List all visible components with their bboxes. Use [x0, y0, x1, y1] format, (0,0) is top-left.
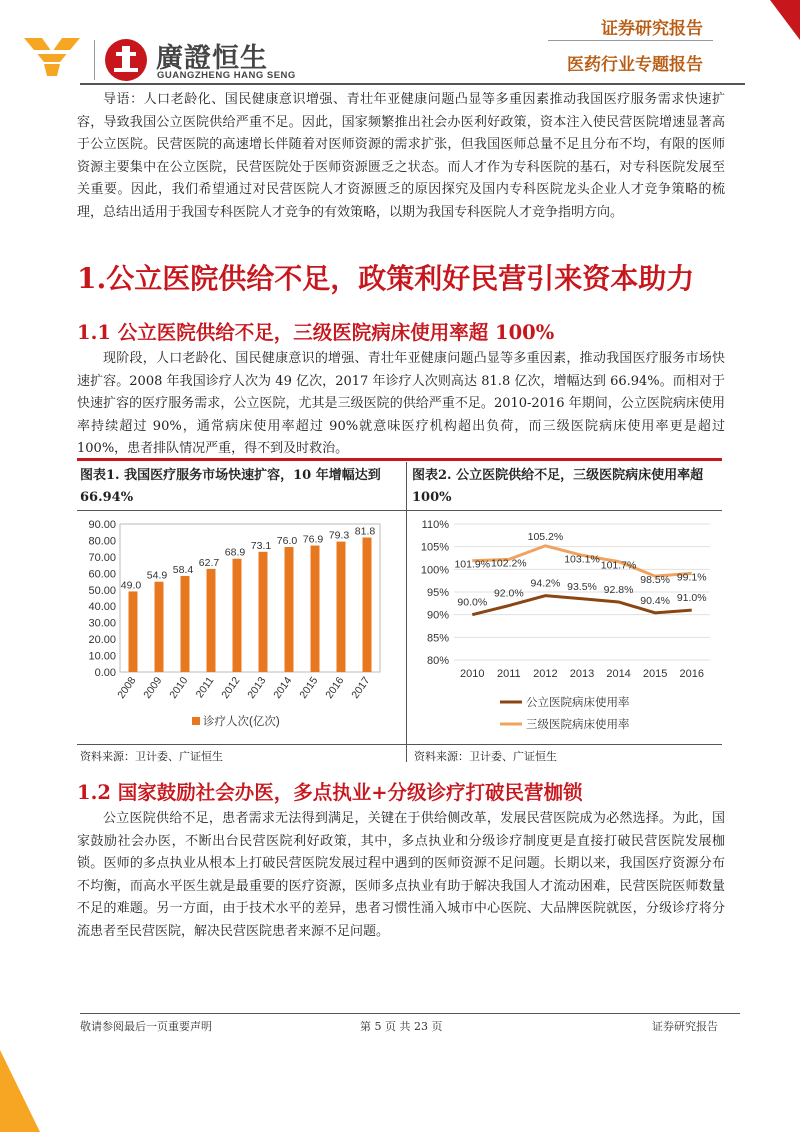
x-tick-label: 2016 [323, 674, 347, 701]
y-tick-label: 50.00 [88, 584, 116, 597]
footer-disclaimer: 敬请参阅最后一页重要声明 [80, 1020, 212, 1033]
figure-bottom-rule [77, 744, 722, 745]
x-tick-label: 2011 [497, 668, 521, 680]
body-paragraph: 现阶段，人口老龄化、国民健康意识的增强、青壮年亚健康问题凸显等多重因素，推动我国医疗服务市场快速扩容。2008 年我国诊疗人次为 49 亿次，2017 年诊疗人次则高达 81.8 亿次，增幅达到 66.94%。而相对于快速扩容的医疗服务需求，公立医院，尤其是三级医院的供给严重不足。2010-2016 年期间，公立医院病床使用率持续超过 90%，通常病床使用率超过 90%就意味医疗机构超出负荷，而三级医院病床使用率更是超过 100%，患者排队情况严重，得不到及时救治。 [77, 351, 725, 456]
figure-column-divider [406, 462, 407, 762]
corner-decoration [770, 0, 800, 40]
legend-label: 诊疗人次(亿次) [203, 716, 280, 728]
bar-value-label: 76.0 [276, 535, 298, 548]
figure-caption: 图表1. 我国医疗服务市场快速扩容，10 年增幅达到 66.94% [80, 468, 381, 505]
y-tick-label: 80.00 [88, 535, 116, 548]
bar [259, 552, 268, 672]
x-tick-label: 2012 [533, 668, 558, 680]
section-heading: 1.公立医院供给不足，政策利好民营引来资本助力 [77, 262, 695, 295]
body-paragraph: 公立医院供给不足，患者需求无法得到满足，关键在于供给侧改革，发展民营医院成为必然选择。为此，国家鼓励社会办医，不断出台民营医院利好政策，其中，多点执业和分级诊疗制度更是直接打破民营医院发展枷锁。医师的多点执业从根本上打破民营医院发展过程中遇到的医师资源不足问题。长期以来，我国医疗资源分布不均衡，而高水平医生就是最重要的医疗资源，医师多点执业有助于解决我国人才流动困难，民营医院医师数量不足的难题。另一方面，由于技术水平的差异，患者习惯性涌入城市中心医院、大品牌医院就医，分级诊疗将分流患者至民营医院，解决民营医院患者来源不足问题。 [77, 811, 725, 939]
y-tick-label: 85% [426, 632, 449, 645]
data-label: 98.5% [640, 574, 671, 587]
legend-label: 公立医院病床使用率 [526, 697, 630, 709]
y-tick-label: 80% [426, 655, 449, 667]
intro-paragraph: 导语：人口老龄化、国民健康意识增强、青壮年亚健康问题凸显等多重因素推动我国医疗服务需求快速扩容，导致我国公立医院供给严重不足。因此，国家频繁推出社会办医利好政策，资本注入使民营医院增速显著高于公立医院。民营医院的高速增长伴随着对医师资源的需求扩张，但我国医师总量不足且分布不均，有限的医师资源主要集中在公立医院，民营医院处于医师资源匮乏之状态。而人才作为专科医院的基石，对专科医院发展至关重要。因此，我们希望通过对民营医院人才资源匮乏的原因探究及国内专科医院龙头企业人才竞争策略的梳理，总结出适用于我国专科医院人才竞争的有效策略，以期为我国专科医院人才竞争指明方向。 [77, 92, 725, 220]
bar [233, 559, 242, 672]
data-label: 94.2% [530, 577, 561, 590]
x-tick-label: 2009 [141, 674, 165, 701]
bar [155, 582, 164, 672]
line-chart [410, 512, 722, 744]
bar [129, 591, 138, 672]
data-label: 103.1% [564, 553, 600, 566]
data-label: 91.0% [676, 592, 707, 605]
x-tick-label: 2016 [679, 668, 704, 680]
logo-english: GUANGZHENG HANG SENG [157, 70, 296, 81]
header-rule [80, 83, 745, 85]
report-type: 证券研究报告 [601, 19, 703, 39]
data-label: 90.4% [640, 594, 671, 607]
data-label: 101.9% [454, 558, 491, 571]
bar-value-label: 73.1 [250, 539, 272, 552]
x-tick-label: 2012 [219, 674, 243, 701]
bar-value-label: 76.9 [302, 533, 324, 546]
x-tick-label: 2013 [245, 674, 269, 701]
bar-value-label: 81.8 [354, 525, 376, 538]
figure-caption-rule [77, 510, 722, 511]
data-label: 93.5% [567, 580, 597, 593]
bar [181, 576, 190, 672]
x-tick-label: 2017 [349, 674, 373, 701]
x-tick-label: 2008 [115, 674, 139, 701]
legend-label: 三级医院病床使用率 [526, 719, 630, 731]
y-tick-label: 40.00 [88, 601, 116, 614]
corner-decoration [0, 1050, 40, 1132]
x-tick-label: 2010 [460, 668, 485, 680]
y-tick-label: 90.00 [88, 519, 116, 531]
bar [363, 537, 372, 672]
bar-value-label: 68.9 [224, 546, 246, 559]
header-divider [548, 40, 713, 41]
logo-seal-icon [104, 38, 148, 82]
y-tick-label: 100% [420, 564, 449, 577]
footer-label: 证券研究报告 [652, 1020, 718, 1033]
data-label: 99.1% [676, 571, 707, 584]
bar-value-label: 79.3 [328, 529, 350, 542]
subsection-heading: 1.2 国家鼓励社会办医，多点执业+分级诊疗打破民营枷锁 [77, 781, 583, 804]
bar [285, 547, 294, 672]
figure-top-rule [77, 458, 722, 461]
subsection-heading: 1.1 公立医院供给不足，三级医院病床使用率超 100% [77, 321, 555, 344]
figure-source: 资料来源：卫计委、广证恒生 [414, 750, 557, 763]
bar-chart [80, 512, 402, 744]
data-label: 105.2% [527, 530, 564, 543]
y-tick-label: 30.00 [88, 617, 116, 630]
report-subtype: 医药行业专题报告 [567, 55, 703, 75]
y-tick-label: 0.00 [94, 667, 116, 679]
x-tick-label: 2015 [297, 674, 321, 701]
bar-value-label: 62.7 [198, 556, 220, 569]
page-number: 第 5 页 共 23 页 [360, 1020, 443, 1033]
legend-swatch [192, 717, 200, 725]
logo-mark-icon [24, 36, 80, 76]
bar [311, 546, 320, 672]
footer-rule [80, 1013, 740, 1014]
y-tick-label: 90% [426, 609, 449, 622]
x-tick-label: 2011 [193, 674, 217, 701]
bar-value-label: 49.0 [120, 579, 142, 592]
bar-value-label: 58.4 [172, 563, 194, 576]
y-tick-label: 10.00 [88, 650, 116, 663]
data-label: 92.0% [493, 587, 524, 600]
y-tick-label: 70.00 [88, 551, 116, 564]
logo-chinese: 廣證恒生 [156, 43, 268, 74]
bar [207, 569, 216, 672]
data-label: 92.8% [603, 583, 634, 596]
data-label: 90.0% [457, 596, 488, 609]
x-tick-label: 2014 [271, 674, 295, 701]
x-tick-label: 2013 [569, 668, 595, 680]
bar [337, 542, 346, 672]
figure-source: 资料来源：卫计委、广证恒生 [80, 750, 223, 763]
x-tick-label: 2010 [167, 674, 191, 701]
y-tick-label: 105% [420, 541, 449, 554]
data-label: 102.2% [491, 557, 527, 570]
data-label: 101.7% [600, 559, 637, 572]
figure-caption: 图表2. 公立医院供给不足，三级医院病床使用率超 100% [412, 468, 704, 505]
x-tick-label: 2015 [642, 668, 668, 680]
x-tick-label: 2014 [606, 668, 631, 680]
y-tick-label: 110% [421, 519, 449, 531]
y-tick-label: 20.00 [88, 634, 116, 647]
logo-divider [94, 40, 95, 80]
y-tick-label: 95% [426, 587, 449, 599]
bar-value-label: 54.9 [146, 569, 168, 582]
y-tick-label: 60.00 [88, 568, 116, 581]
